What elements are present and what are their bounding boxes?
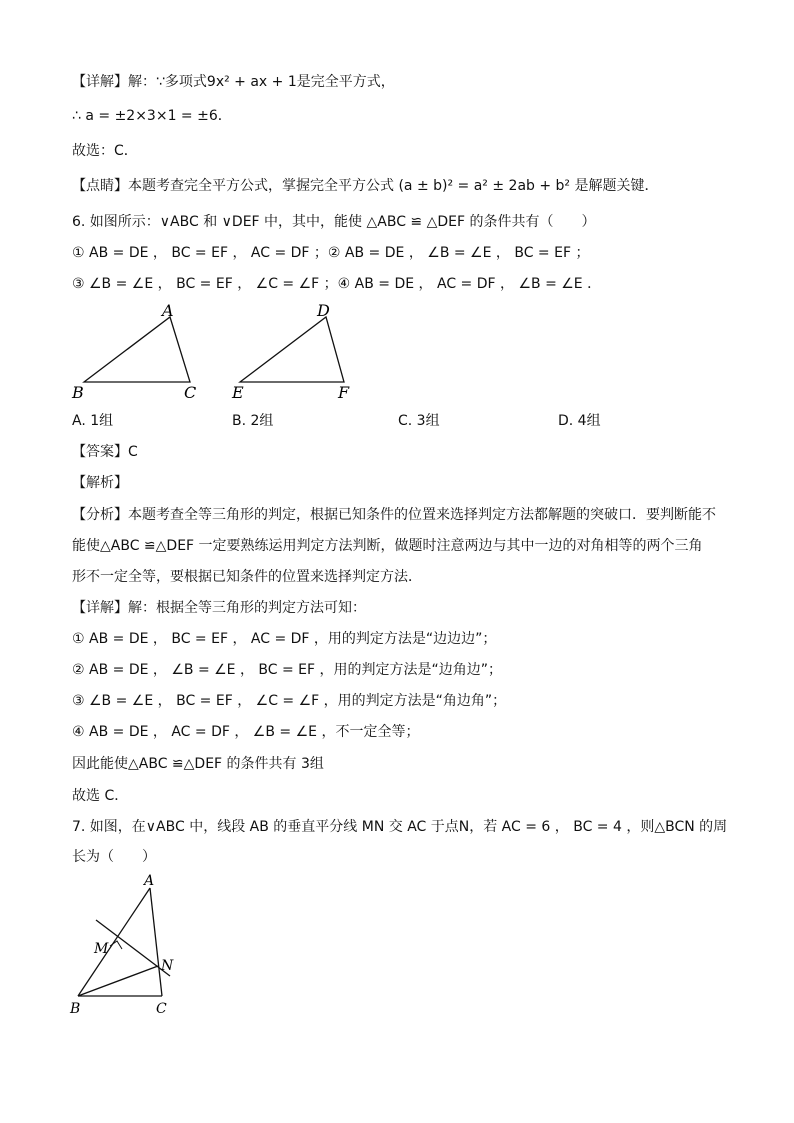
analysis-line-3: 形不一定全等，要根据已知条件的位置来选择判定方法． <box>72 569 422 585</box>
label-c: C <box>156 1001 167 1017</box>
analysis-line-8: ④ AB = DE ， AC = DF ， ∠B = ∠E ，不一定全等； <box>72 724 420 740</box>
analysis-line-7: ③ ∠B = ∠E ， BC = EF ， ∠C = ∠F ，用的判定方法是“角边角”； <box>72 693 507 709</box>
question-6-conditions-2: ③ ∠B = ∠E ， BC = EF ， ∠C = ∠F ；④ AB = DE ， AC = DF ， ∠B = ∠E ． <box>72 276 602 292</box>
analysis-line-6: ② AB = DE ， ∠B = ∠E ， BC = EF ，用的判定方法是“边角边”； <box>72 662 503 678</box>
analysis-line-9: 因此能使△ABC ≌△DEF 的条件共有 3组 <box>72 756 324 772</box>
segment-bn <box>78 966 158 996</box>
triangle-abc-shape <box>84 317 190 382</box>
analysis-header: 【解析】 <box>72 475 128 491</box>
label-m: M <box>94 941 109 957</box>
side-ab <box>78 888 150 996</box>
triangle-abc-figure <box>68 300 218 402</box>
text-line-1: 【详解】解：∵多项式9x² + ax + 1是完全平方式， <box>72 74 395 90</box>
label-a: A <box>162 301 174 320</box>
analysis-line-2: 能使△ABC ≌△DEF 一定要熟练运用判定方法判断，做题时注意两边与其中一边的对角相等的两个三角 <box>72 538 703 554</box>
text-line-2: ∴ a = ±2×3×1 = ±6． <box>72 108 232 124</box>
answer-label: 【答案】C <box>72 444 138 460</box>
question-6-stem: 6. 如图所示：∨ABC 和 ∨DEF 中，其中，能使 △ABC ≌ △DEF 的条件共有（ ） <box>72 214 596 230</box>
question-7-stem-cont: 长为（ ） <box>72 849 156 865</box>
label-e: E <box>232 383 244 402</box>
analysis-line-1: 【分析】本题考查全等三角形的判定，根据已知条件的位置来选择判定方法都解题的突破口．要判断能不 <box>72 507 716 523</box>
triangle-bisector-figure <box>66 870 186 1020</box>
label-d: D <box>317 301 330 320</box>
question-7-stem: 7. 如图，在∨ABC 中，线段 AB 的垂直平分线 MN 交 AC 于点N，若 AC = 6 ， BC = 4 ，则△BCN 的周 <box>72 819 728 835</box>
side-ac <box>150 888 162 996</box>
option-b[interactable]: B. 2组 <box>232 413 274 429</box>
analysis-line-4: 【详解】解：根据全等三角形的判定方法可知： <box>72 600 366 616</box>
label-b: B <box>72 383 84 402</box>
text-line-3: 故选：C． <box>72 143 138 159</box>
question-6-conditions-1: ① AB = DE ， BC = EF ， AC = DF ；② AB = DE ， ∠B = ∠E ， BC = EF ； <box>72 245 590 261</box>
label-b: B <box>70 1001 81 1017</box>
triangle-def-figure <box>228 300 368 402</box>
analysis-line-5: ① AB = DE ， BC = EF ， AC = DF ，用的判定方法是“边边边”； <box>72 631 497 647</box>
right-angle-mark <box>110 941 122 949</box>
label-a: A <box>144 873 155 889</box>
analysis-line-10: 故选 C． <box>72 788 129 804</box>
label-c: C <box>184 383 197 402</box>
option-c[interactable]: C. 3组 <box>398 413 440 429</box>
label-n: N <box>161 958 174 974</box>
label-f: F <box>338 383 350 402</box>
option-a[interactable]: A. 1组 <box>72 413 114 429</box>
option-d[interactable]: D. 4组 <box>558 413 601 429</box>
triangle-def-shape <box>240 317 344 382</box>
text-line-4: 【点睛】本题考查完全平方公式，掌握完全平方公式 (a ± b)² = a² ± 2ab + b² 是解题关键． <box>72 178 659 194</box>
